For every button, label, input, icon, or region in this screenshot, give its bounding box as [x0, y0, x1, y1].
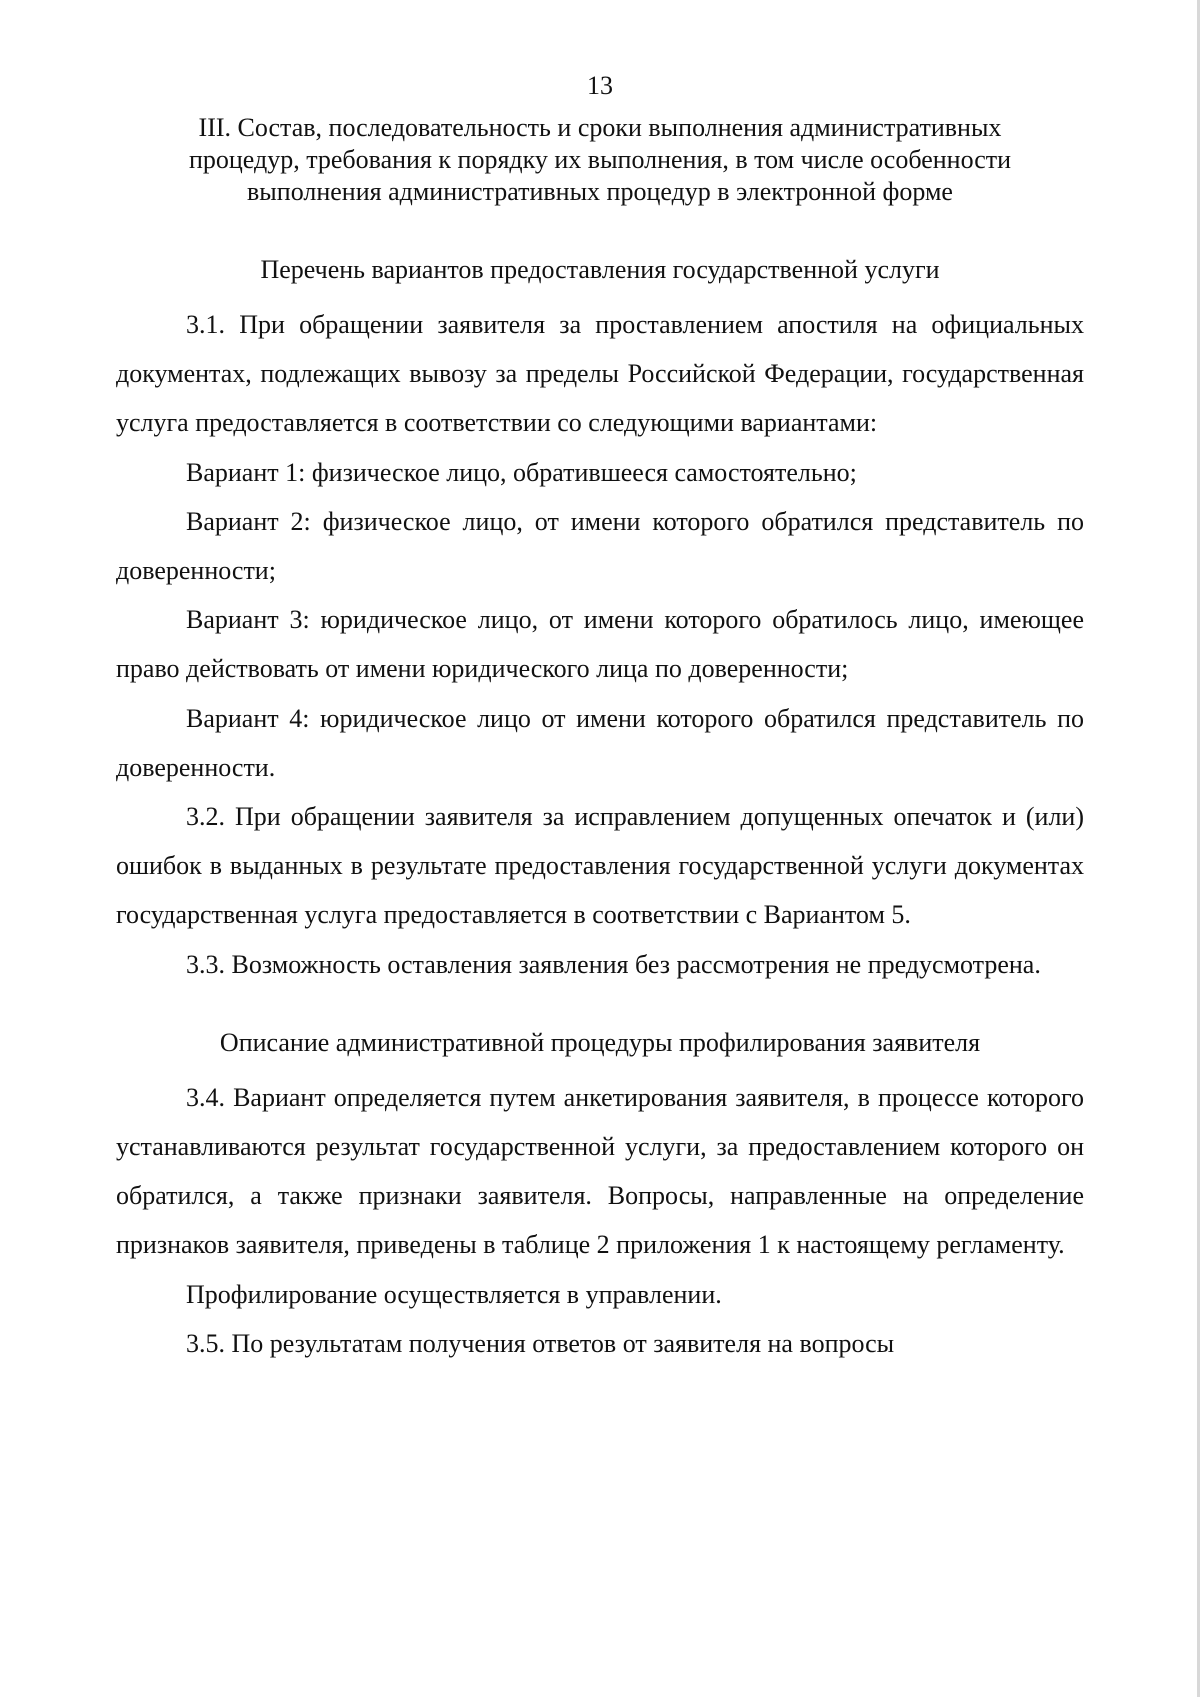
section-title-line: выполнения административных процедур в электронной форме	[247, 177, 953, 206]
subsection-heading-variants: Перечень вариантов предоставления государственной услуги	[260, 255, 940, 284]
paragraph-3-2: 3.2. При обращении заявителя за исправлением допущенных опечаток и (или) ошибок в выданных в результате предоставления государственной услуги документах государственная услуга предоставляется в соответствии с Вариантом 5.	[116, 802, 1084, 930]
page-content	[116, 60, 1084, 1368]
paragraph-variant-3: Вариант 3: юридическое лицо, от имени которого обратилось лицо, имеющее право действовать от имени юридического лица по доверенности;	[116, 605, 1084, 684]
paragraph-3-4: 3.4. Вариант определяется путем анкетирования заявителя, в процессе которого устанавливаются результат государственной услуги, за предоставлением которого он обратился, а также признаки заявителя. Вопросы, направленные на определение признаков заявителя, приведены в таблице 2 приложения 1 к настоящему регламенту.	[116, 1082, 1084, 1260]
subsection-heading-profiling: Описание административной процедуры профилирования заявителя	[219, 1027, 981, 1057]
paragraph-3-5: 3.5. По результатам получения ответов от заявителя на вопросы	[186, 1328, 895, 1358]
paragraph-3-1: 3.1. При обращении заявителя за проставлением апостиля на официальных документах, подлежащих вывозу за пределы Российской Федерации, государственная услуга предоставляется в соответствии со следующими вариантами:	[116, 310, 1084, 438]
paragraph-profiling: Профилирование осуществляется в управлении.	[186, 1279, 722, 1309]
page-number: 13	[587, 71, 613, 100]
paragraph-variant-1: Вариант 1: физическое лицо, обратившееся самостоятельно;	[186, 457, 857, 487]
paragraph-variant-4: Вариант 4: юридическое лицо от имени которого обратился представитель по доверенности.	[116, 703, 1084, 782]
section-title-line: III. Состав, последовательность и сроки выполнения административных	[198, 113, 1002, 142]
paragraph-variant-2: Вариант 2: физическое лицо, от имени которого обратился представитель по доверенности;	[116, 506, 1084, 586]
paragraph-3-3: 3.3. Возможность оставления заявления без рассмотрения не предусмотрена.	[186, 949, 1041, 979]
section-title	[116, 112, 1084, 208]
section-title-line: процедур, требования к порядку их выполнения, в том числе особенности	[188, 145, 1012, 174]
